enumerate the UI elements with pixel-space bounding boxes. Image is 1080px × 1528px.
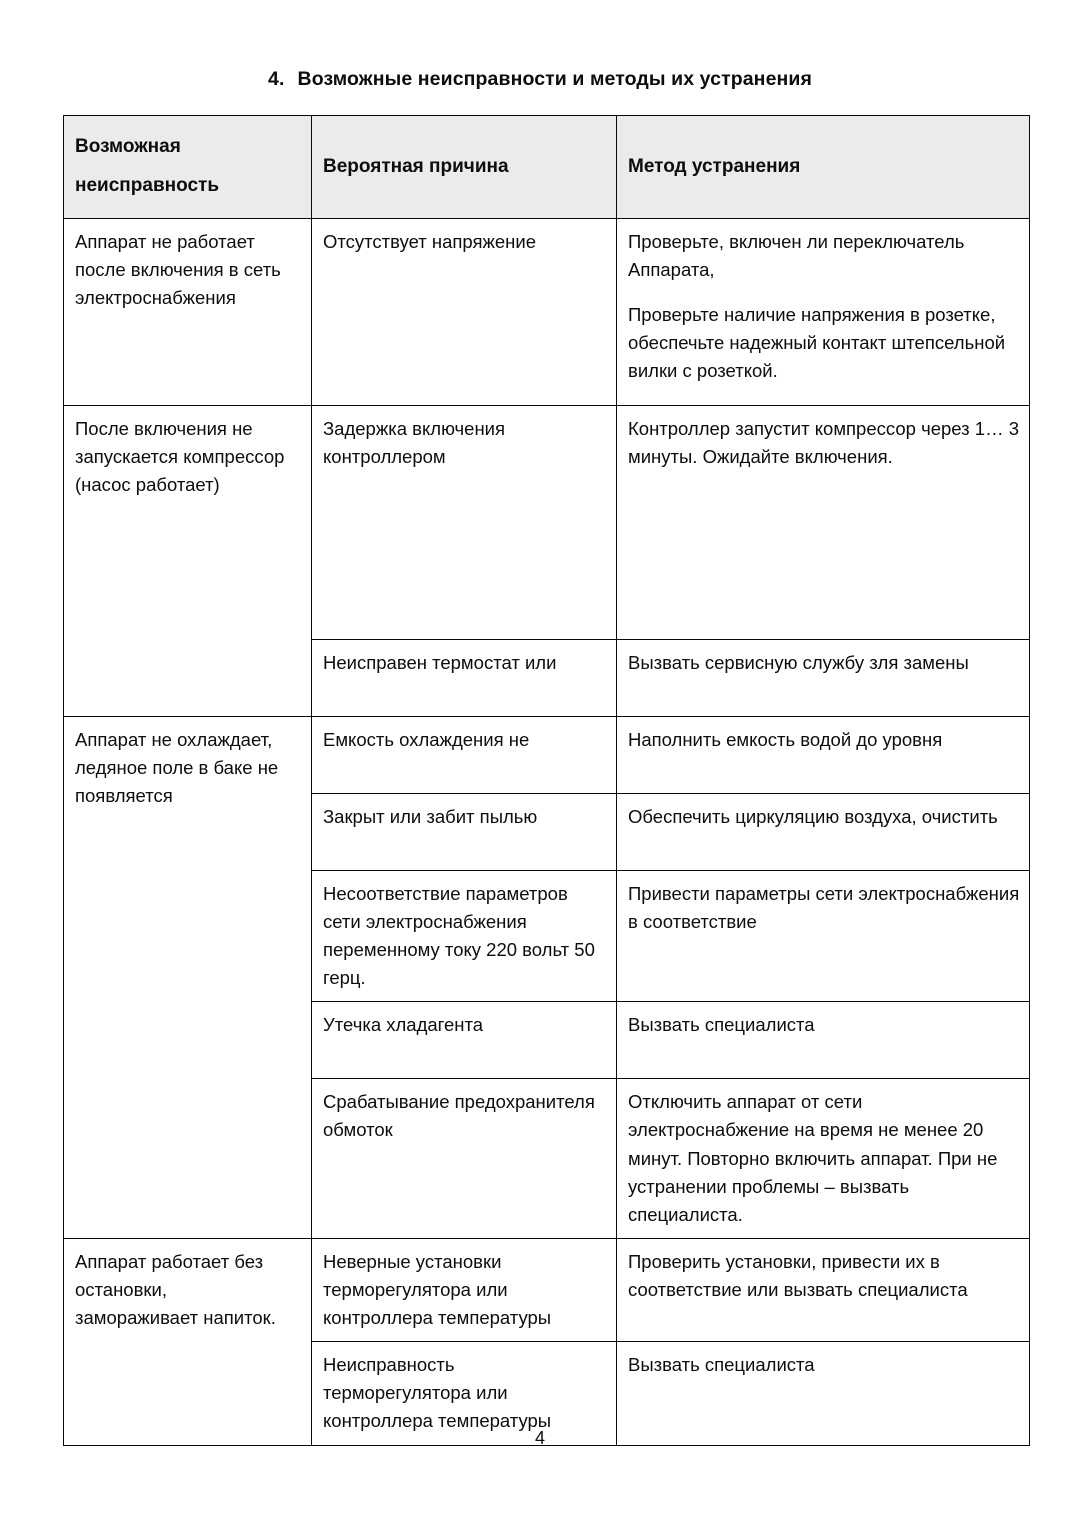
remedy-cell: Обеспечить циркуляцию воздуха, очистить <box>617 793 1030 870</box>
fault-line2: после включения в сеть <box>75 258 281 280</box>
cause-cell: Неисправность терморегулятора или контроллера температуры <box>312 1342 617 1445</box>
fault-line1: Аппарат работает без <box>75 1250 264 1272</box>
cause-cell: Задержка включения контроллером <box>312 405 617 639</box>
fault-line3: электроснабжения <box>75 287 236 309</box>
page-title-number: 4. <box>268 68 285 90</box>
remedy-cell: Привести параметры сети электроснабжения в соответствие <box>617 870 1030 1001</box>
page-title <box>0 68 1080 91</box>
remedy-cell: Наполнить емкость водой до уровня <box>617 716 1030 793</box>
fault-line1: Аппарат не работает <box>75 230 255 252</box>
fault-cell <box>64 1238 312 1445</box>
fault-line3: появляется <box>75 785 173 807</box>
cause-cell: Неисправен термостат или <box>312 639 617 716</box>
table-body <box>64 218 1030 1445</box>
cause-cell: Неверные установки терморегулятора или контроллера температуры <box>312 1238 617 1341</box>
column-header-fault-line1: Возможная <box>75 136 181 157</box>
column-header-remedy: Метод устранения <box>617 116 1030 219</box>
remedy-cell: Вызвать специалиста <box>617 1342 1030 1445</box>
column-header-fault-line2: неисправность <box>75 174 220 196</box>
table-header-row <box>64 116 1030 219</box>
cause-cell: Закрыт или забит пылью <box>312 793 617 870</box>
remedy-cell <box>617 218 1030 405</box>
cause-cell: Емкость охлаждения не <box>312 716 617 793</box>
fault-cell <box>64 218 312 405</box>
fault-line3: замораживает напиток. <box>75 1307 276 1329</box>
cause-cell: Отсутствует напряжение <box>312 218 617 405</box>
cause-cell: Срабатывание предохранителя обмоток <box>312 1079 617 1239</box>
remedy-cell: Контроллер запустит компрессор через 1… 3 минуты. Ожидайте включения. <box>617 405 1030 639</box>
table-row <box>64 405 1030 639</box>
remedy-paragraph: Проверьте наличие напряжения в розетке, обеспечьте надежный контакт штепсельной вилки с розеткой. <box>628 304 1006 382</box>
fault-line2: ледяное поле в баке не <box>75 756 279 778</box>
column-header-cause: Вероятная причина <box>312 116 617 219</box>
remedy-cell: Отключить аппарат от сети электроснабжение на время не менее 20 минут. Повторно включить аппарат. При не устранении проблемы – вызвать специалиста. <box>617 1079 1030 1239</box>
fault-line2: остановки, <box>75 1278 167 1300</box>
troubleshooting-table <box>63 115 1030 1446</box>
fault-line1: После включения не <box>75 417 253 439</box>
remedy-cell: Вызвать сервисную службу зля замены <box>617 639 1030 716</box>
cause-cell: Несоответствие параметров сети электроснабжения переменному току 220 вольт 50 герц. <box>312 870 617 1001</box>
remedy-cell: Вызвать специалиста <box>617 1002 1030 1079</box>
page-title-text: Возможные неисправности и методы их устранения <box>297 68 812 90</box>
table-header <box>64 116 1030 219</box>
fault-cell <box>64 405 312 716</box>
fault-line2: запускается компрессор <box>75 445 285 467</box>
table-row <box>64 1238 1030 1341</box>
remedy-paragraph: Проверьте, включен ли переключатель Аппарата, <box>628 230 965 280</box>
fault-line3: (насос работает) <box>75 474 220 496</box>
cause-cell: Утечка хладагента <box>312 1002 617 1079</box>
table-row <box>64 218 1030 405</box>
remedy-cell: Проверить установки, привести их в соответствие или вызвать специалиста <box>617 1238 1030 1341</box>
troubleshooting-table-wrapper <box>63 115 1029 1446</box>
column-header-fault <box>64 116 312 219</box>
fault-line1: Аппарат не охлаждает, <box>75 728 273 750</box>
page-number: 4 <box>534 1428 545 1448</box>
fault-cell <box>64 716 312 1238</box>
table-row <box>64 716 1030 793</box>
